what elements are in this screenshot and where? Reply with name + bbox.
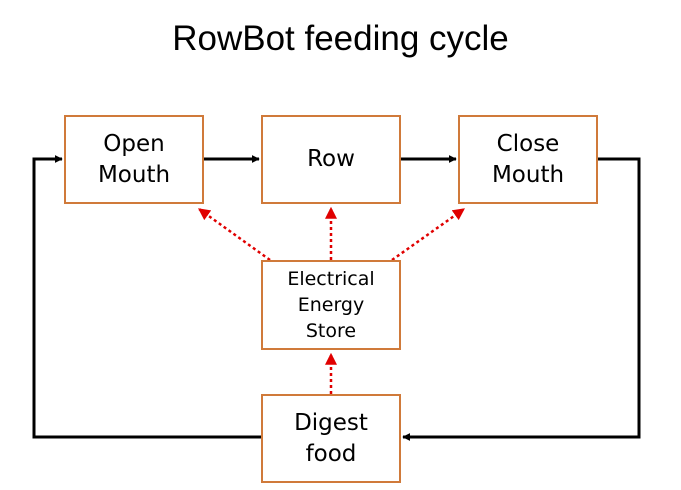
- node-open-mouth-label: Open Mouth: [97, 130, 171, 188]
- node-electrical-energy-store: [261, 260, 401, 350]
- energy-arrow-store-to-close-mouth: [392, 209, 464, 260]
- energy-arrow-store-to-open-mouth: [199, 209, 270, 260]
- node-close-mouth: [458, 115, 598, 204]
- node-row: [261, 115, 401, 204]
- node-close-mouth-label: Close Mouth: [491, 130, 565, 188]
- node-open-mouth: [64, 115, 204, 204]
- node-electrical-energy-store-label: Electrical Energy Store: [287, 268, 375, 342]
- node-row-label: Row: [307, 146, 355, 172]
- node-digest-food: [261, 394, 401, 483]
- node-digest-food-label: Digest food: [294, 409, 368, 467]
- diagram-title: RowBot feeding cycle: [172, 19, 509, 58]
